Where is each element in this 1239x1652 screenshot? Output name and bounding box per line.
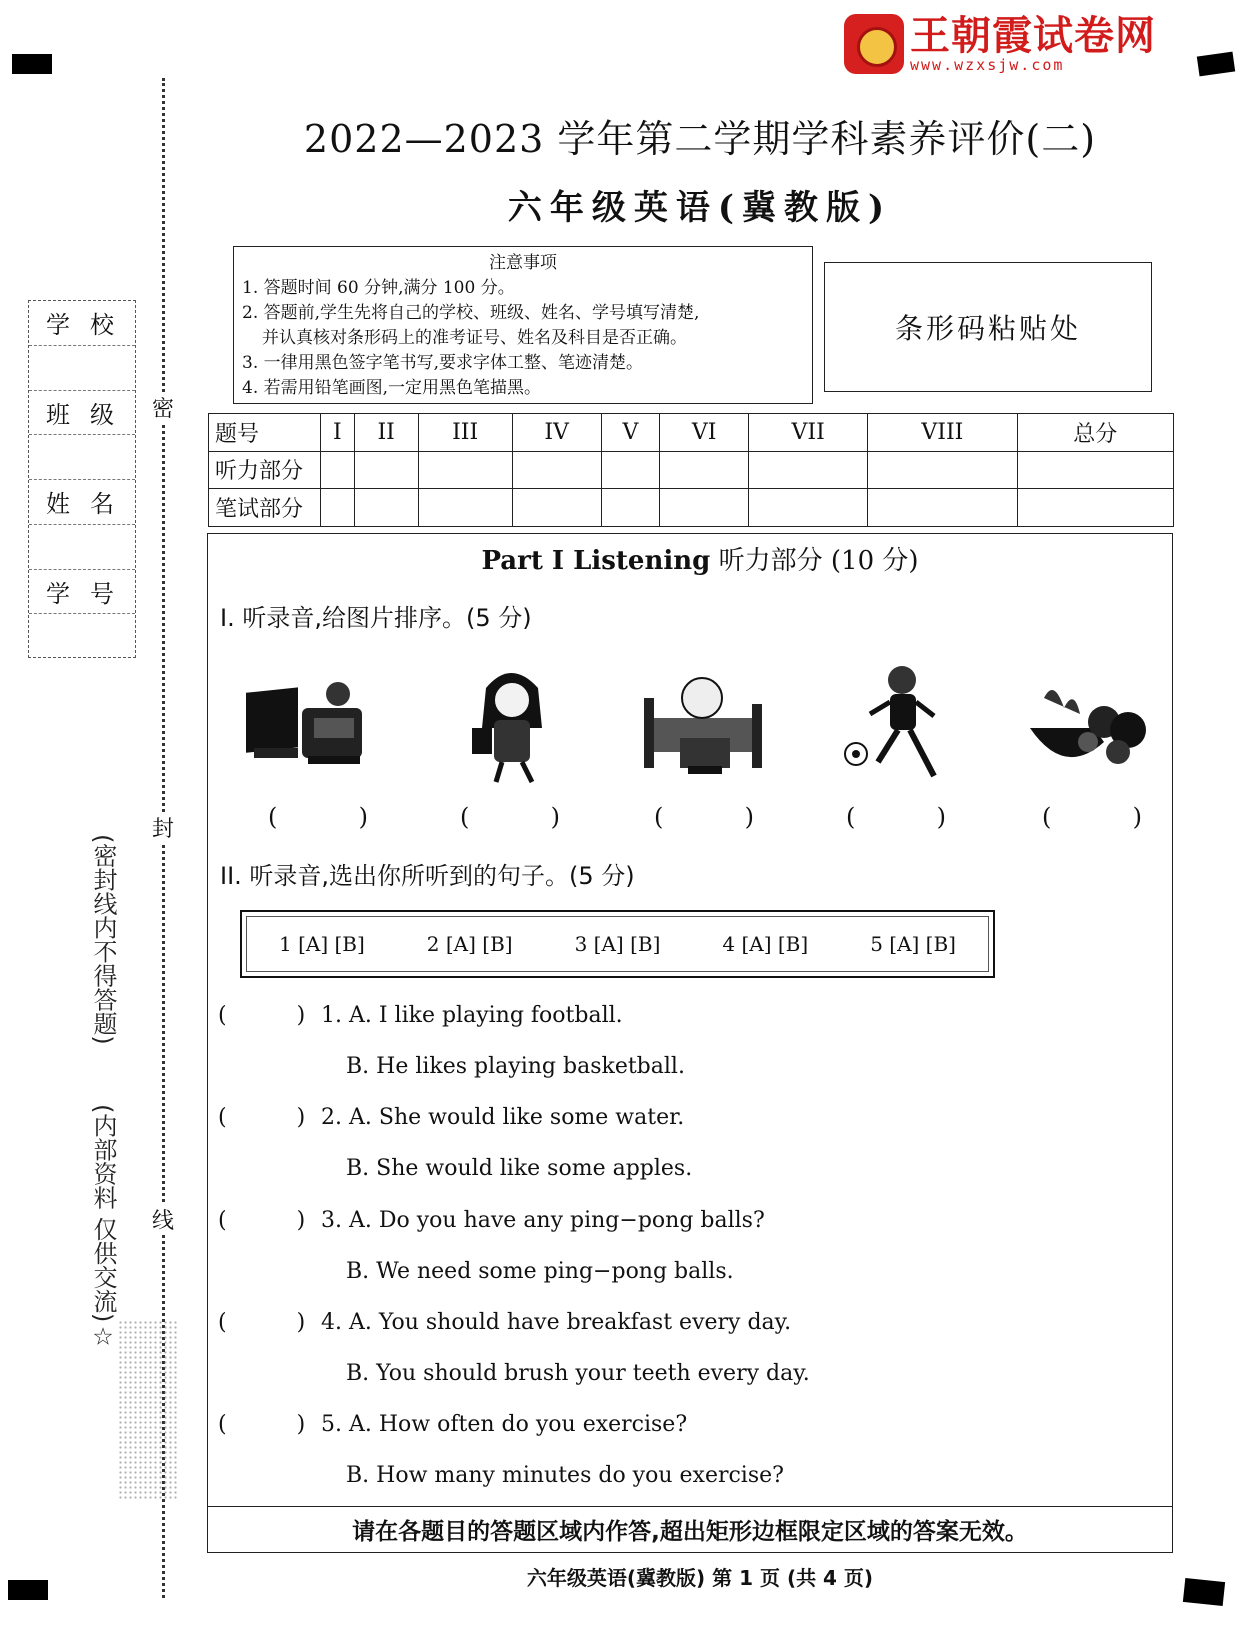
binding-char-mi: 密 [150,392,176,423]
part-title-score: (10 分) [830,546,919,576]
picture-answer-3[interactable] [654,803,754,831]
page-footer: 六年级英语(冀教版) 第 1 页 (共 4 页) [526,1566,874,1590]
paren-close: ) [358,803,368,831]
table-header-cell: I [321,414,355,452]
score-cell[interactable] [1017,489,1173,527]
answer-bubble-4[interactable]: 4 [A] [B] [722,932,809,956]
paren-close: ) [936,803,946,831]
picture-answer-1[interactable] [268,803,368,831]
score-cell[interactable] [868,489,1017,527]
question-5 [218,1412,687,1437]
picture-answer-2[interactable] [460,803,560,831]
score-cell[interactable] [749,489,868,527]
answer-bubble-box [240,910,995,978]
table-header-cell: III [418,414,512,452]
notice-item: 4. 若需用铅笔画图,一定用黑色笔描黑。 [242,378,542,398]
option-a: A. She would like some water. [349,1105,685,1130]
picture-fruits [1024,658,1154,788]
option-b: B. How many minutes do you exercise? [346,1463,784,1488]
table-header-cell: IV [512,414,601,452]
notice-box [233,246,813,404]
paren-open: ( [268,803,278,831]
registration-mark-top-left [12,54,52,74]
paren-close: ) [1132,803,1142,831]
score-cell[interactable] [418,489,512,527]
picture-answer-5[interactable] [1042,803,1142,831]
answer-bracket[interactable]: ( ) [218,1310,306,1335]
question-number: 3. [321,1208,342,1233]
registration-mark-bottom-left [8,1580,48,1600]
exam-title: 2022—2023 学年第二学期学科素养评价(二) [303,117,1097,161]
option-b: B. He likes playing basketball. [346,1054,685,1079]
question-number: 4. [321,1310,342,1335]
id-label: 学号 [29,570,135,615]
score-cell[interactable] [660,451,749,489]
name-field[interactable] [29,525,135,570]
school-label: 学校 [29,301,135,346]
class-label: 班级 [29,391,135,436]
picture-playing-football [838,658,968,788]
logo-title: 王朝霞试卷网 [910,12,1156,59]
score-cell[interactable] [512,451,601,489]
score-cell[interactable] [601,489,660,527]
side-note-internal: (内部资料 仅供交流)☆ [89,1104,117,1351]
paren-open: ( [460,803,470,831]
class-field[interactable] [29,435,135,480]
score-cell[interactable] [418,451,512,489]
paren-open: ( [1042,803,1052,831]
table-header-cell: 总分 [1017,414,1173,452]
score-table [208,413,1174,527]
paren-open: ( [654,803,664,831]
logo-emblem-icon [844,14,904,74]
picture-girl-with-book [446,658,576,788]
site-logo [844,14,1156,74]
scan-noise [118,1320,178,1500]
option-a: A. I like playing football. [349,1003,623,1028]
table-header-cell: VI [660,414,749,452]
question-number: 1. [321,1003,342,1028]
option-b: B. You should brush your teeth every day. [346,1361,810,1386]
section-2-heading: II. 听录音,选出你所听到的句子。(5 分) [220,862,635,890]
answer-bubble-3[interactable]: 3 [A] [B] [574,932,661,956]
barcode-area [824,262,1152,392]
option-a: A. How often do you exercise? [349,1412,688,1437]
score-table-header [209,414,1174,452]
score-cell[interactable] [749,451,868,489]
score-cell[interactable] [321,489,355,527]
option-b: B. She would like some apples. [346,1156,693,1181]
score-cell[interactable] [354,489,418,527]
logo-url: www.wzxsjw.com [910,55,1065,74]
score-cell[interactable] [868,451,1017,489]
question-4 [218,1310,791,1335]
row-label: 笔试部分 [209,489,321,527]
answer-bubble-1[interactable]: 1 [A] [B] [279,932,365,956]
score-cell[interactable] [1017,451,1173,489]
student-info-box [28,300,136,658]
table-row [209,489,1174,527]
picture-boy-in-bed [640,658,770,788]
score-cell[interactable] [321,451,355,489]
score-cell[interactable] [660,489,749,527]
answer-bracket[interactable]: ( ) [218,1105,306,1130]
paren-close: ) [744,803,754,831]
school-field[interactable] [29,346,135,391]
table-header-cell: VIII [868,414,1017,452]
option-a: A. Do you have any ping−pong balls? [349,1208,765,1233]
section-1-heading: I. 听录音,给图片排序。(5 分) [220,604,532,632]
notice-item: 1. 答题时间 60 分钟,满分 100 分。 [242,278,515,298]
barcode-label: 条形码粘贴处 [894,312,1081,345]
answer-bubble-2[interactable]: 2 [A] [B] [426,932,513,956]
row-label: 听力部分 [209,451,321,489]
part-title-zh: 听力部分 [718,546,823,576]
name-label: 姓名 [29,480,135,525]
question-1 [218,1003,623,1028]
part-title [200,540,1200,577]
option-b: B. We need some ping−pong balls. [346,1259,734,1284]
notice-heading: 注意事项 [489,253,557,273]
binding-char-feng: 封 [150,812,176,843]
answer-bubble-5[interactable]: 5 [A] [B] [870,932,956,956]
notice-item: 3. 一律用黑色签字笔书写,要求字体工整、笔迹清楚。 [242,353,644,373]
table-row [209,451,1174,489]
paren-close: ) [550,803,560,831]
score-cell[interactable] [512,489,601,527]
answer-bracket[interactable]: ( ) [218,1208,306,1233]
question-number: 5. [321,1412,342,1437]
question-2 [218,1105,684,1130]
paren-open: ( [846,803,856,831]
registration-mark-top-right [1197,52,1235,77]
table-header-cell: V [601,414,660,452]
side-note-no-answer: (密封线内不得答题) [89,834,117,1045]
id-field[interactable] [29,614,135,659]
table-header-cell: VII [749,414,868,452]
part-title-en: Part I Listening [481,546,711,576]
table-header-cell: 题号 [209,414,321,452]
picture-answer-4[interactable] [846,803,946,831]
answer-bracket[interactable]: ( ) [218,1003,306,1028]
question-3 [218,1208,765,1233]
answer-area-warning: 请在各题目的答题区域内作答,超出矩形边框限定区域的答案无效。 [207,1506,1173,1552]
score-cell[interactable] [601,451,660,489]
exam-subtitle: 六年级英语(冀教版) [507,188,893,228]
notice-item: 并认真核对条形码上的准考证号、姓名及科目是否正确。 [262,328,687,348]
binding-char-xian: 线 [150,1204,176,1235]
table-header-cell: II [354,414,418,452]
notice-item: 2. 答题前,学生先将自己的学校、班级、姓名、学号填写清楚, [242,303,700,323]
option-a: A. You should have breakfast every day. [349,1310,792,1335]
picture-watching-tv [244,658,374,788]
question-number: 2. [321,1105,342,1130]
answer-bracket[interactable]: ( ) [218,1412,306,1437]
score-cell[interactable] [354,451,418,489]
